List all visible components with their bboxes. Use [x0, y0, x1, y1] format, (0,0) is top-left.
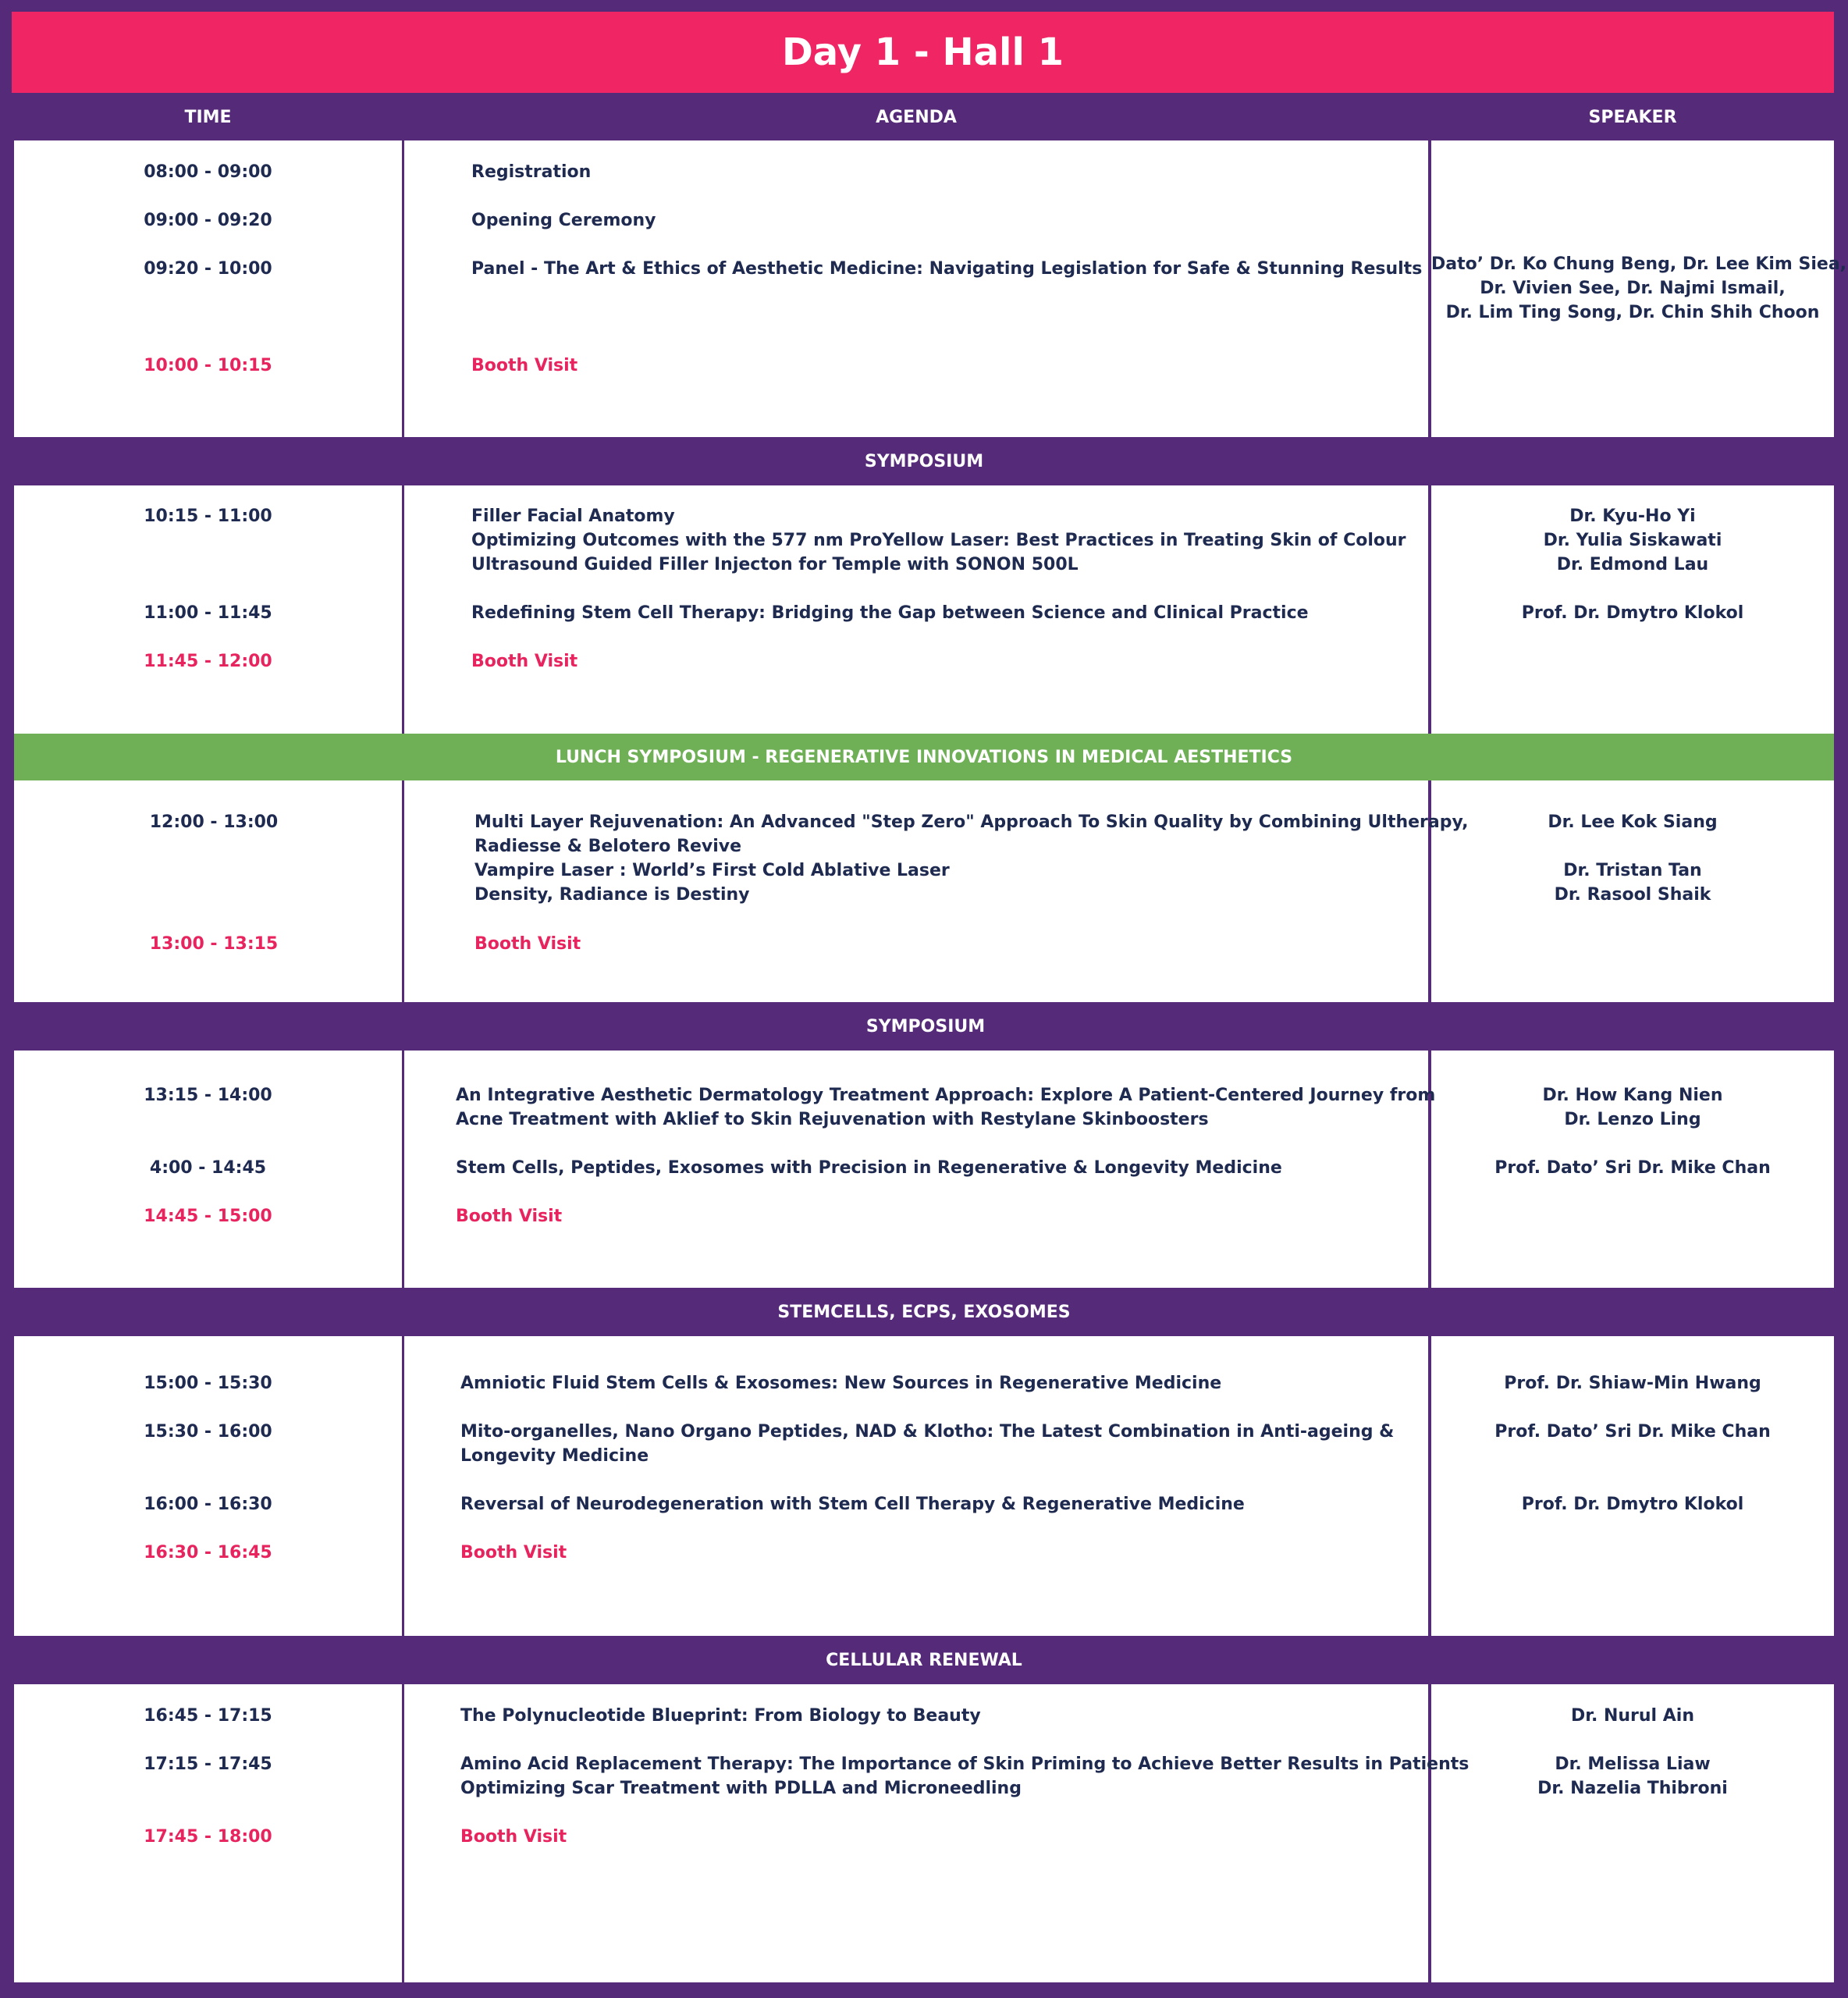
speaker-name: Dr. Tristan Tan	[1563, 861, 1702, 880]
booth-visit: Booth Visit	[471, 652, 578, 671]
time-slot: 15:30 - 16:00	[144, 1422, 272, 1442]
agenda-item: Opening Ceremony	[471, 211, 656, 230]
section-header: SYMPOSIUM	[864, 451, 984, 471]
speaker-name: Dr. Nazelia Thibroni	[1537, 1779, 1728, 1798]
section-header: SYMPOSIUM	[865, 1016, 986, 1036]
speaker-cell	[1431, 1684, 1834, 1982]
speaker-name: Dr. Lee Kok Siang	[1548, 812, 1718, 832]
time-slot: 11:00 - 11:45	[144, 603, 272, 623]
agenda-item: Mito-organelles, Nano Organo Peptides, NAD & Klotho: The Latest Combination in Anti-ageing &	[460, 1422, 1395, 1442]
column-header-agenda: AGENDA	[876, 107, 957, 127]
agenda-item: Ultrasound Guided Filler Injecton for Temple with SONON 500L	[471, 555, 1079, 574]
time-slot: 15:00 - 15:30	[144, 1374, 272, 1393]
time-slot-break: 10:00 - 10:15	[144, 356, 272, 375]
speaker-name: Dr. Kyu-Ho Yi	[1569, 507, 1696, 526]
speaker-name: Dr. Lenzo Ling	[1564, 1110, 1701, 1129]
time-slot-break: 11:45 - 12:00	[144, 652, 272, 671]
agenda-item: Reversal of Neurodegeneration with Stem Cell Therapy & Regenerative Medicine	[460, 1495, 1245, 1514]
agenda-item: Amniotic Fluid Stem Cells & Exosomes: New Sources in Regenerative Medicine	[460, 1374, 1222, 1393]
time-cell	[14, 140, 402, 437]
column-header-time: TIME	[184, 107, 232, 127]
time-slot-break: 14:45 - 15:00	[144, 1207, 272, 1226]
time-slot: 08:00 - 09:00	[144, 162, 272, 182]
speaker-name: Prof. Dato’ Sri Dr. Mike Chan	[1494, 1158, 1771, 1178]
speaker-name: Dato’ Dr. Ko Chung Beng, Dr. Lee Kim Siea,	[1431, 254, 1847, 274]
agenda-cell	[404, 140, 1428, 437]
booth-visit: Booth Visit	[474, 934, 581, 954]
time-slot: 09:20 - 10:00	[144, 259, 272, 279]
time-slot-break: 16:30 - 16:45	[144, 1543, 272, 1562]
speaker-name: Dr. How Kang Nien	[1542, 1086, 1723, 1105]
section-header: CELLULAR RENEWAL	[826, 1650, 1022, 1670]
speaker-name: Dr. Rasool Shaik	[1554, 885, 1711, 905]
speaker-name: Dr. Melissa Liaw	[1555, 1754, 1711, 1774]
time-slot: 17:15 - 17:45	[144, 1754, 272, 1774]
speaker-name: Dr. Nurul Ain	[1570, 1706, 1694, 1726]
time-slot: 10:15 - 11:00	[144, 507, 272, 526]
speaker-name: Prof. Dr. Shiaw-Min Hwang	[1504, 1374, 1761, 1393]
agenda-item: Amino Acid Replacement Therapy: The Importance of Skin Priming to Achieve Better Results in Patients	[460, 1754, 1470, 1774]
agenda-item: Vampire Laser : World’s First Cold Ablative Laser	[474, 861, 950, 880]
column-header-speaker: SPEAKER	[1588, 107, 1677, 127]
agenda-item: Optimizing Outcomes with the 577 nm ProYellow Laser: Best Practices in Treating Skin of Colour	[471, 531, 1406, 550]
agenda-item: Filler Facial Anatomy	[471, 507, 675, 526]
speaker-name: Dr. Vivien See, Dr. Najmi Ismail,	[1480, 279, 1786, 298]
agenda-item: Radiesse & Belotero Revive	[474, 837, 742, 856]
speaker-name: Dr. Yulia Siskawati	[1543, 531, 1722, 550]
agenda-item: Registration	[471, 162, 592, 182]
speaker-name: Prof. Dato’ Sri Dr. Mike Chan	[1494, 1422, 1771, 1442]
speaker-name: Dr. Lim Ting Song, Dr. Chin Shih Choon	[1445, 303, 1820, 322]
agenda-item: Multi Layer Rejuvenation: An Advanced "Step Zero" Approach To Skin Quality by Combining Ultherapy,	[474, 812, 1469, 832]
time-slot: 12:00 - 13:00	[149, 812, 279, 832]
speaker-name: Dr. Edmond Lau	[1556, 555, 1709, 574]
agenda-item: Redefining Stem Cell Therapy: Bridging the Gap between Science and Clinical Practice	[471, 603, 1309, 623]
time-slot: 16:45 - 17:15	[144, 1706, 272, 1726]
time-slot-break: 17:45 - 18:00	[144, 1827, 272, 1847]
agenda-item: Stem Cells, Peptides, Exosomes with Precision in Regenerative & Longevity Medicine	[456, 1158, 1282, 1178]
agenda-item: Acne Treatment with Aklief to Skin Rejuvenation with Restylane Skinboosters	[456, 1110, 1209, 1129]
time-slot: 4:00 - 14:45	[149, 1158, 267, 1178]
time-slot-break: 13:00 - 13:15	[149, 934, 279, 954]
page-title: Day 1 - Hall 1	[12, 12, 1834, 93]
agenda-item: Panel - The Art & Ethics of Aesthetic Medicine: Navigating Legislation for Safe & Stunning Results	[471, 259, 1423, 279]
booth-visit: Booth Visit	[471, 356, 578, 375]
agenda-item: Longevity Medicine	[460, 1446, 649, 1466]
booth-visit: Booth Visit	[460, 1543, 567, 1562]
speaker-name: Prof. Dr. Dmytro Klokol	[1521, 1495, 1744, 1514]
section-header: LUNCH SYMPOSIUM - REGENERATIVE INNOVATIONS IN MEDICAL AESTHETICS	[14, 734, 1834, 780]
booth-visit: Booth Visit	[460, 1827, 567, 1847]
section-header: STEMCELLS, ECPS, EXOSOMES	[777, 1302, 1071, 1322]
agenda-item: An Integrative Aesthetic Dermatology Treatment Approach: Explore A Patient-Centered Journey from	[456, 1086, 1436, 1105]
time-slot: 13:15 - 14:00	[144, 1086, 272, 1105]
agenda-item: Density, Radiance is Destiny	[474, 885, 750, 905]
time-slot: 16:00 - 16:30	[144, 1495, 272, 1514]
agenda-item: Optimizing Scar Treatment with PDLLA and Microneedling	[460, 1779, 1022, 1798]
booth-visit: Booth Visit	[456, 1207, 563, 1226]
time-slot: 09:00 - 09:20	[144, 211, 272, 230]
speaker-name: Prof. Dr. Dmytro Klokol	[1521, 603, 1744, 623]
agenda-item: The Polynucleotide Blueprint: From Biology to Beauty	[460, 1706, 981, 1726]
